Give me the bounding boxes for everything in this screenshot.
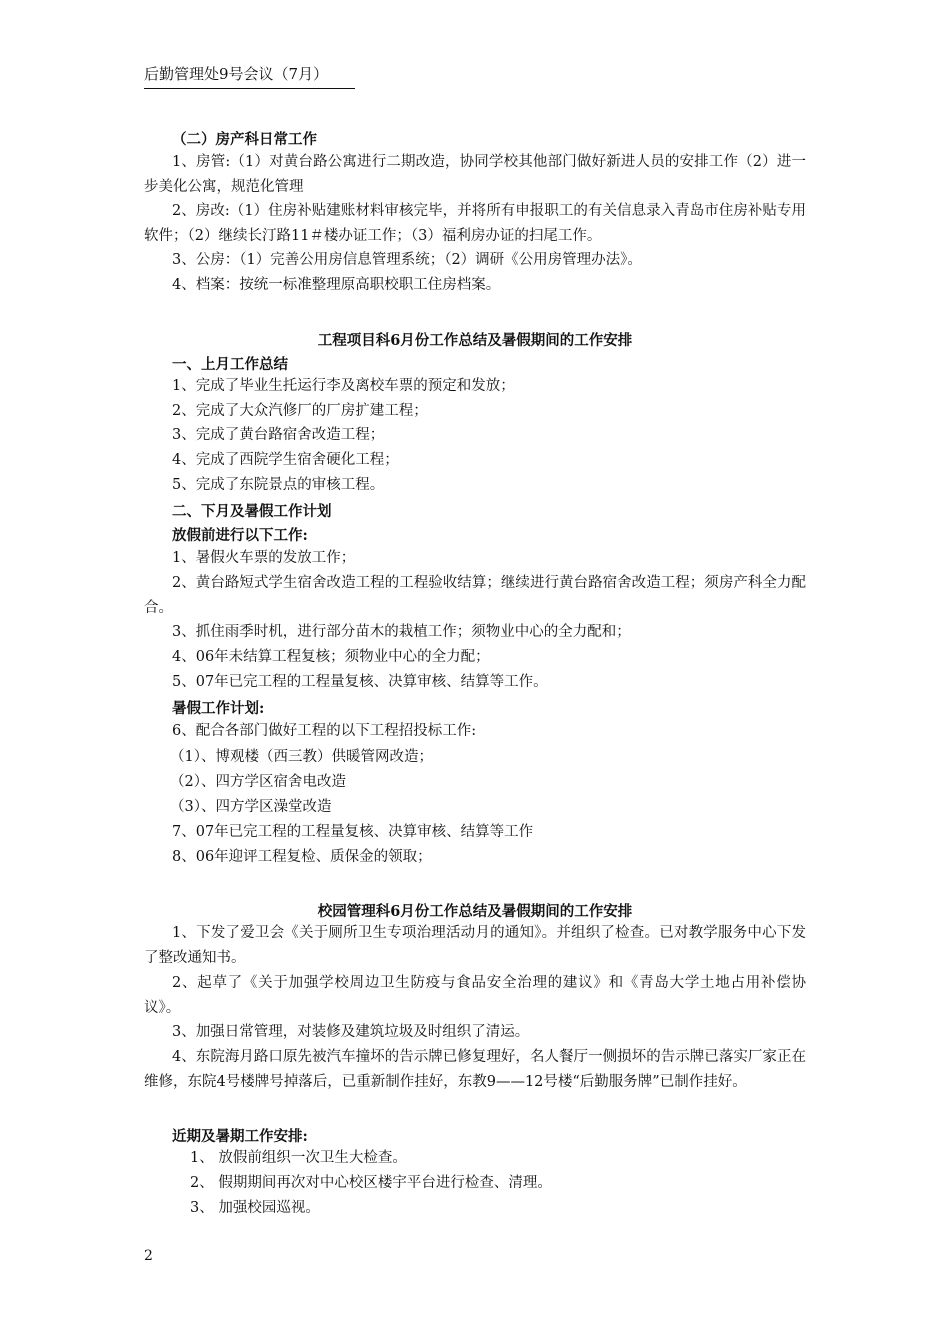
header-underline <box>144 88 355 89</box>
gongcheng-summary-1: 1、完成了毕业生托运行李及离校车票的预定和发放； <box>172 378 515 394</box>
gongcheng-plan-3: 3、抓住雨季时机，进行部分苗木的栽植工作；须物业中心的全力配和； <box>172 624 631 640</box>
fangchan-heading: （二）房产科日常工作 <box>172 131 317 148</box>
gongcheng-summer-8: 8、06年迎评工程复检、质保金的领取； <box>172 849 432 865</box>
gongcheng-title: 工程项目科6月份工作总结及暑假期间的工作安排 <box>317 332 633 349</box>
gongcheng-summary-2: 2、完成了大众汽修厂的厂房扩建工程； <box>172 403 428 419</box>
page-number: 2 <box>144 1248 153 1264</box>
fangchan-item-2: 2、房改:（1）住房补贴建账材料审核完毕，并将所有申报职工的有关信息录入青岛市住房补贴专用软件；（2）继续长汀路11＃楼办证工作；（3）福利房办证的扫尾工作。 <box>144 203 806 244</box>
xiaoyuan-item-3: 3、加强日常管理，对装修及建筑垃圾及时组织了清运。 <box>172 1024 530 1040</box>
gongcheng-summer-6-2: （2）、四方学区宿舍电改造 <box>170 774 346 790</box>
gongcheng-subheading-summer: 暑假工作计划: <box>172 700 265 717</box>
gongcheng-section-2-heading: 二、下月及暑假工作计划 <box>172 503 332 520</box>
xiaoyuan-plan-3: 3、 加强校园巡视。 <box>190 1200 320 1216</box>
xiaoyuan-item-1: 1、下发了爱卫会《关于厕所卫生专项治理活动月的通知》。并组织了检查。已对教学服务中心下发了整改通知书。 <box>144 925 806 966</box>
fangchan-item-4: 4、档案：按统一标准整理原高职校职工住房档案。 <box>172 277 501 293</box>
fangchan-item-3: 3、公房：（1）完善公用房信息管理系统；（2）调研《公用房管理办法》。 <box>172 252 642 268</box>
gongcheng-plan-4: 4、06年未结算工程复核；须物业中心的全力配； <box>172 649 490 665</box>
gongcheng-summer-7: 7、07年已完工程的工程量复核、决算审核、结算等工作 <box>172 824 534 840</box>
gongcheng-summer-6: 6、配合各部门做好工程的以下工程招投标工作: <box>172 723 477 739</box>
gongcheng-plan-2: 2、黄台路短式学生宿舍改造工程的工程验收结算；继续进行黄台路宿舍改造工程；须房产科全力配合。 <box>144 575 806 616</box>
gongcheng-subheading-before-break: 放假前进行以下工作: <box>172 527 308 544</box>
gongcheng-section-1-heading: 一、上月工作总结 <box>172 356 288 373</box>
gongcheng-summary-4: 4、完成了西院学生宿舍硬化工程； <box>172 452 399 468</box>
xiaoyuan-plan-2: 2、 假期期间再次对中心校区楼宇平台进行检查、清理。 <box>190 1175 552 1191</box>
fangchan-item-1: 1、房管:（1）对黄台路公寓进行二期改造，协同学校其他部门做好新进人员的安排工作（2）进一步美化公寓，规范化管理 <box>144 154 806 195</box>
xiaoyuan-plan-1: 1、 放假前组织一次卫生大检查。 <box>190 1150 407 1166</box>
gongcheng-plan-1: 1、暑假火车票的发放工作； <box>172 550 356 566</box>
gongcheng-summary-3: 3、完成了黄台路宿舍改造工程； <box>172 427 385 443</box>
gongcheng-plan-5: 5、07年已完工程的工程量复核、决算审核、结算等工作。 <box>172 674 548 690</box>
xiaoyuan-subheading: 近期及暑期工作安排: <box>172 1128 308 1145</box>
xiaoyuan-item-2: 2、起草了《关于加强学校周边卫生防疫与食品安全治理的建议》和《青岛大学土地占用补偿协议》。 <box>144 975 806 1016</box>
gongcheng-summer-6-1: （1）、博观楼（西三教）供暖管网改造； <box>170 749 433 765</box>
xiaoyuan-item-4: 4、东院海月路口原先被汽车撞坏的告示牌已修复理好，名人餐厅一侧损坏的告示牌已落实厂家正在维修，东院4号楼牌号掉落后，已重新制作挂好，东教9——12号楼“后勤服务牌”已制作挂好。 <box>144 1049 806 1090</box>
header-title: 后勤管理处9号会议（7月） <box>144 65 329 83</box>
gongcheng-summary-5: 5、完成了东院景点的审核工程。 <box>172 477 385 493</box>
xiaoyuan-title: 校园管理科6月份工作总结及暑假期间的工作安排 <box>317 903 633 920</box>
gongcheng-summer-6-3: （3）、四方学区澡堂改造 <box>170 799 332 815</box>
